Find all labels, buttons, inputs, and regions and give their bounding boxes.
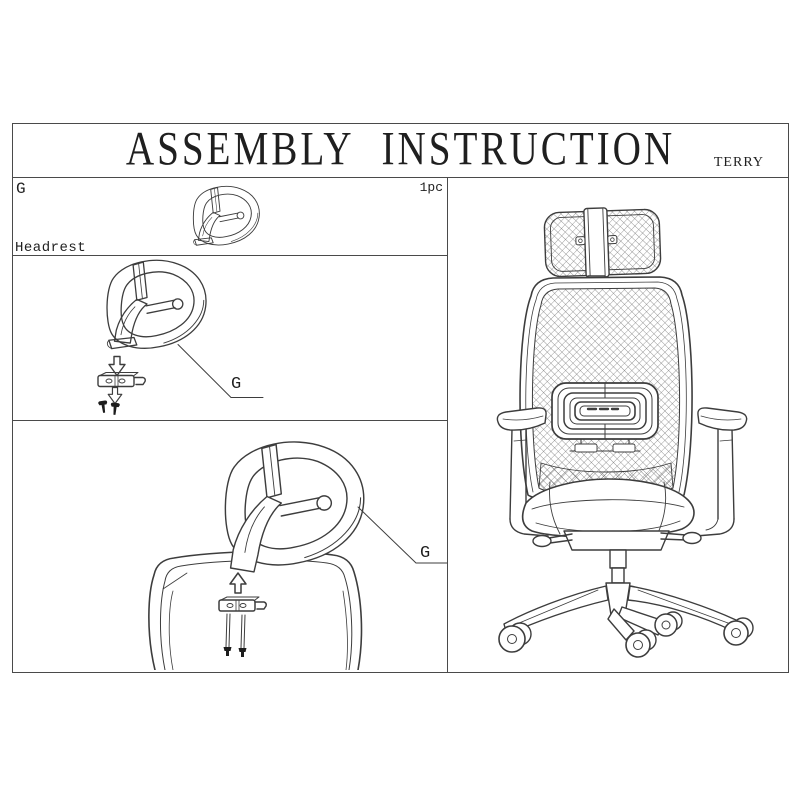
page-title: ASSEMBLY INSTRUCTION [125, 122, 676, 176]
assembly-sheet [12, 123, 789, 673]
model-name: TERRY [713, 155, 764, 170]
part-code-label: G [16, 180, 26, 198]
chair-headrest [544, 206, 661, 279]
title-bar [13, 124, 788, 177]
screws-drawing [98, 400, 120, 415]
parts-panel [13, 178, 447, 256]
part-quantity-label: 1pc [419, 180, 443, 195]
step-2-callout: G [420, 544, 431, 563]
step-1-drawing [13, 256, 447, 421]
step-1-panel [13, 256, 447, 421]
step-2-panel [13, 421, 447, 670]
headrest-drawing [225, 442, 363, 572]
part-name-label: Headrest [15, 240, 87, 256]
assembled-chair-panel [448, 178, 788, 672]
callout-leader-line [178, 345, 263, 398]
step-2-drawing [13, 421, 447, 670]
mount-clamp-drawing [98, 373, 145, 387]
step-1-callout: G [231, 375, 242, 394]
assembled-chair-drawing [448, 178, 788, 672]
callout-leader-line [358, 507, 447, 563]
gas-lift [606, 550, 630, 615]
headrest-drawing [107, 260, 206, 348]
right-armrest [696, 408, 747, 536]
headrest-drawing [193, 186, 259, 245]
arrow-down-icon [108, 388, 122, 404]
